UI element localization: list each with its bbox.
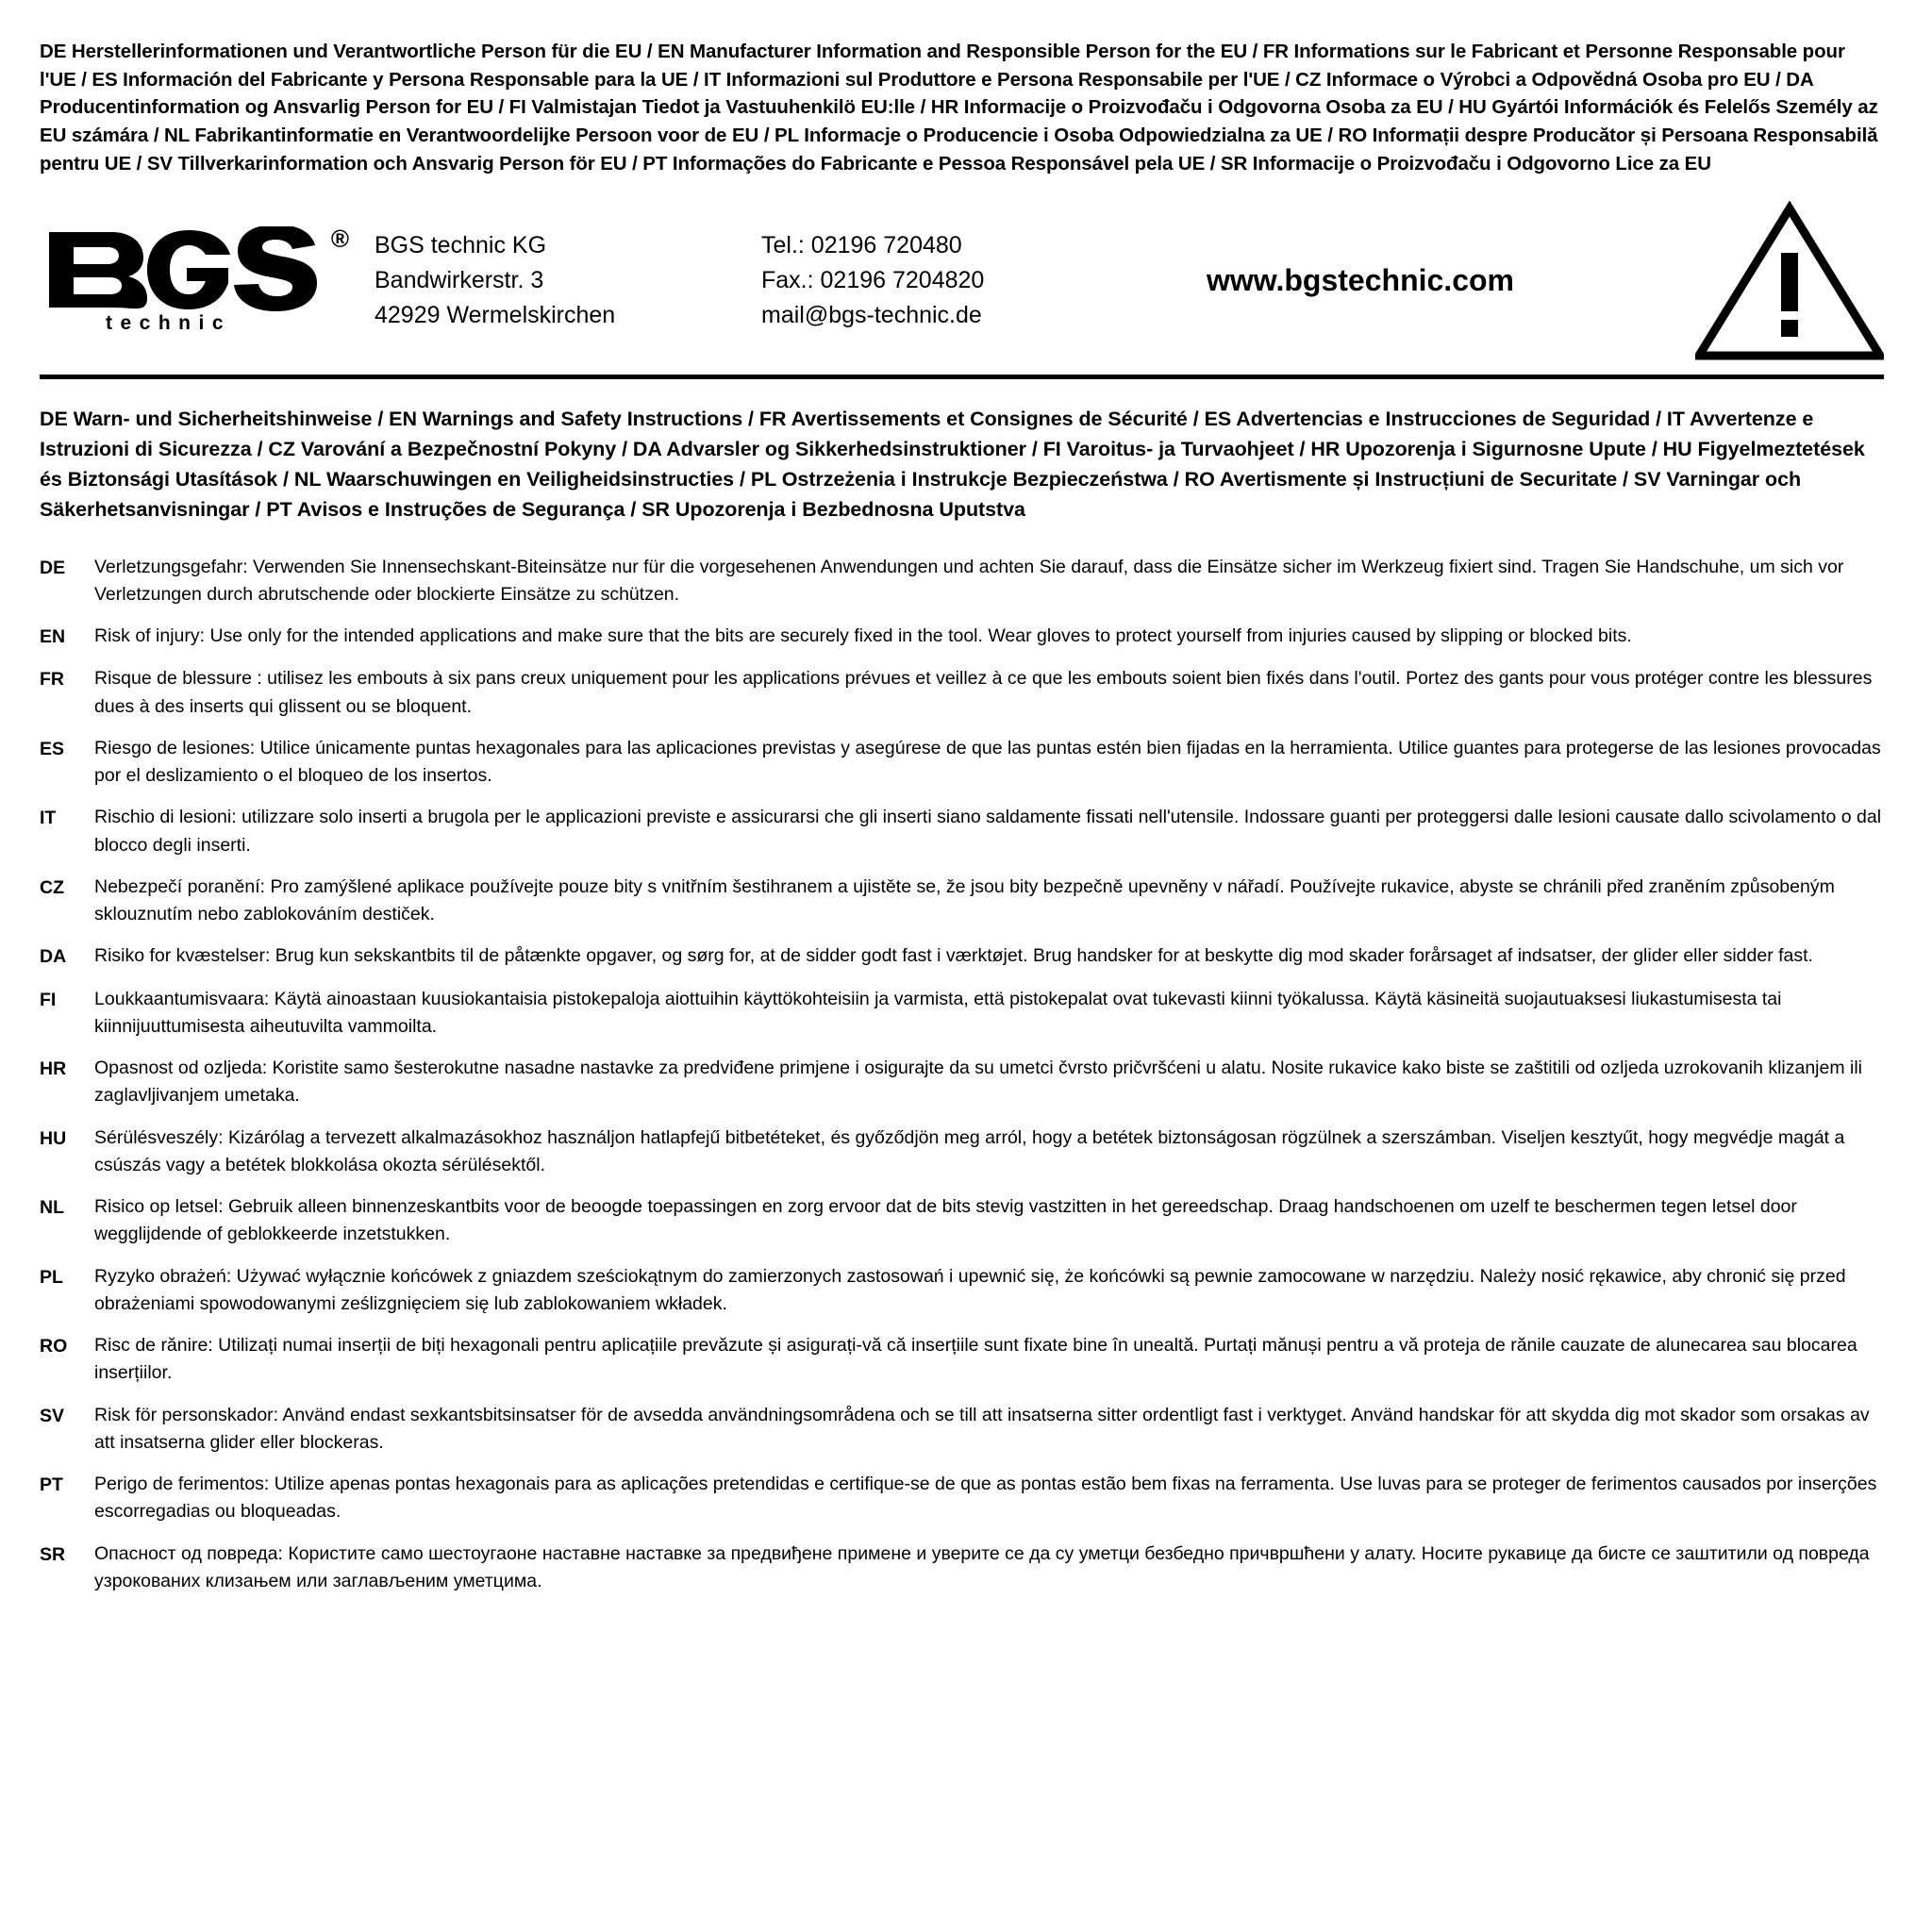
logo-subtitle: technic xyxy=(106,312,232,335)
instruction-text: Sérülésveszély: Kizárólag a tervezett alkalmazásokhoz használjon hatlapfejű bitbetéteket, és győződjön meg arról, hogy a betétek biztonságosan rögzülnek a szerszámban. Viseljen kesztyűt, hogy megvédje magát a csúszás vagy a betétek blokkolása okozta sérülésektől. xyxy=(94,1126,1845,1175)
language-code: PL xyxy=(40,1266,63,1288)
instruction-row-ro xyxy=(40,1332,1884,1388)
instruction-text: Perigo de ferimentos: Utilize apenas pontas hexagonais para as aplicações pretendidas e certifique-se de que as pontas estão bem fixas na ferramenta. Use luvas para se proteger de ferimentos causados por inserções escorregadias ou bloqueadas. xyxy=(94,1474,1877,1523)
instruction-row-fr xyxy=(40,665,1884,721)
instruction-row-sv xyxy=(40,1402,1884,1457)
instruction-row-da xyxy=(40,942,1884,971)
company-name: BGS technic KG xyxy=(375,232,547,259)
bgs-logo xyxy=(40,226,375,335)
language-code: DE xyxy=(40,557,66,578)
company-city: 42929 Wermelskirchen xyxy=(375,302,616,329)
registered-trademark-symbol: ® xyxy=(330,225,349,254)
language-code: DA xyxy=(40,946,67,968)
instruction-text: Risk för personskador: Använd endast sexkantsbitsinsatser för de avsedda användningsområdena och se till att insatserna sitter ordentligt fast i verktyget. Använd handskar för att skydda dig mot skador som orsakas av att insatserna glider eller blockeras. xyxy=(94,1404,1870,1453)
instruction-text: Risico op letsel: Gebruik alleen binnenzeskantbits voor de beoogde toepassingen en zorg ervoor dat de bits stevig vastzitten in het gereedschap. Draag handschoenen om uzelf te beschermen tegen letsel door wegglijdende of geblokkeerde inzetstukken. xyxy=(94,1196,1797,1245)
instruction-text: Riesgo de lesiones: Utilice únicamente puntas hexagonales para las aplicaciones previstas y asegúrese de que las puntas estén bien fijadas en la herramienta. Utilice guantes para protegerse de las lesiones provocadas por el deslizamiento o el bloqueo de los insertos. xyxy=(94,737,1881,787)
instruction-text: Loukkaantumisvaara: Käytä ainoastaan kuusiokantaisia pistokepaloja aiottuihin käyttökohteisiin ja varmista, että pistokepalat ovat tukevasti kiinni työkalussa. Käytä käsineitä suojautuaksesi liukastumisesta tai kiinnijuuttumisesta aiheutuvilta vammoilta. xyxy=(94,988,1782,1037)
instruction-row-it xyxy=(40,804,1884,859)
header-divider xyxy=(40,375,1884,379)
instruction-row-en xyxy=(40,623,1884,651)
warning-triangle-icon xyxy=(1695,201,1884,361)
instruction-row-sr xyxy=(40,1541,1884,1596)
instruction-row-hu xyxy=(40,1124,1884,1180)
language-code: PT xyxy=(40,1474,63,1496)
instruction-text: Risk of injury: Use only for the intended applications and make sure that the bits are securely fixed in the tool. Wear gloves to protect yourself from injuries caused by slipping or blocked bits. xyxy=(94,625,1632,647)
instruction-text: Opasnost od ozljeda: Koristite samo šesterokutne nasadne nastavke za predviđene primjene i osigurajte da su umetci čvrsto pričvršćeni u alatu. Nosite rukavice kako biste se zaštitili od ozljeda uzrokovanih klizanjem ili zaglavljivanjem umetaka. xyxy=(94,1058,1863,1107)
language-code: SR xyxy=(40,1543,66,1565)
instruction-text: Rischio di lesioni: utilizzare solo inserti a brugola per le applicazioni previste e assicurarsi che gli inserti siano saldamente fissati nell'utensile. Indossare guanti per proteggersi dalle lesioni causate dallo scivolamento o dal blocco degli inserti. xyxy=(94,807,1882,856)
instruction-text: Verletzungsgefahr: Verwenden Sie Innensechskant-Biteinsätze nur für die vorgesehenen Anwendungen und achten Sie darauf, dass die Einsätze sicher im Werkzeug fixiert sind. Tragen Sie Handschuhe, um sich vor Verletzungen durch abrutschende oder blockierte Einsätze zu schützen. xyxy=(94,556,1844,605)
company-contact xyxy=(761,228,1073,333)
language-code: EN xyxy=(40,626,66,648)
instruction-row-pl xyxy=(40,1263,1884,1319)
language-code: IT xyxy=(40,808,57,829)
warning-triangle xyxy=(1686,201,1884,361)
language-code: RO xyxy=(40,1336,68,1357)
company-address xyxy=(375,228,761,333)
language-code: CZ xyxy=(40,876,64,898)
instruction-row-hr xyxy=(40,1055,1884,1110)
language-code: HR xyxy=(40,1058,67,1080)
company-website[interactable]: www.bgstechnic.com xyxy=(1207,263,1514,298)
instruction-row-nl xyxy=(40,1193,1884,1249)
instruction-text: Опасност од повреда: Користите само шестоугаоне наставне наставке за предвиђене примене и уверите се да су уметци безбедно причвршћени у алату. Носите рукавице да бисте се заштитили од повреда узрокованих клизањем или заглављеним уметцима. xyxy=(94,1542,1870,1591)
instruction-row-de xyxy=(40,554,1884,609)
company-header-band xyxy=(40,201,1884,361)
instruction-text: Risque de blessure : utilisez les embouts à six pans creux uniquement pour les applications prévues et veillez à ce que les embouts soient bien fixés dans l'outil. Portez des gants pour vous protéger contre les blessures dues à des inserts qui glissent ou se bloquent. xyxy=(94,668,1873,717)
instruction-text: Nebezpečí poranění: Pro zamýšlené aplikace používejte pouze bity s vnitřním šestihranem a ujistěte se, že jsou bity bezpečně upevněny v nářadí. Používejte rukavice, abyste se chránili před zraněním způsobeným sklouznutím nebo zablokováním destiček. xyxy=(94,875,1835,925)
language-code: SV xyxy=(40,1405,65,1426)
safety-instructions-heading: DE Warn- und Sicherheitshinweise / EN Warnings and Safety Instructions / FR Avertissements et Consignes de Sécurité / ES Advertencias e Instrucciones de Seguridad / IT Avvertenze e Istruzioni di Sicurezza / CZ Varování a Bezpečnostní Pokyny / DA Advarsler og Sikkerhedsinstruktioner / FI Varoitus- ja Turvaohjeet / HR Upozorenja i Sigurnosne Upute / HU Figyelmeztetések és Biztonsági Utasítások / NL Waarschuwingen en Veiligheidsinstructies / PL Ostrzeżenia i Instrukcje Bezpieczeństwa / RO Avertismente și Instrucțiuni de Securitate / SV Varningar och Säkerhetsanvisningar / PT Avisos e Instruções de Segurança / SR Upozorenja i Bezbednosna Uputstva xyxy=(40,407,1865,522)
company-telephone: Tel.: 02196 720480 xyxy=(761,232,962,259)
company-fax: Fax.: 02196 7204820 xyxy=(761,267,985,294)
bgs-wordmark-icon xyxy=(45,226,328,313)
instructions-list xyxy=(40,554,1884,1596)
language-code: FR xyxy=(40,669,64,691)
manufacturer-info-heading: DE Herstellerinformationen und Verantwortliche Person für die EU / EN Manufacturer Information and Responsible Person for the EU / FR Informations sur le Fabricant et Personne Responsable pour l'UE / ES Información del Fabricante y Persona Responsable para la UE / IT Informazioni sul Produttore e Persona Responsabile per l'UE / CZ Informace o Výrobci a Odpovědná Osoba pro EU / DA Producentinformation og Ansvarlig Person for EU / FI Valmistajan Tiedot ja Vastuuhenkilö EU:lle / HR Informacije o Proizvođaču i Odgovorna Osoba za EU / HU Gyártói Információk és Felelős Személy az EU számára / NL Fabrikantinformatie en Verantwoordelijke Persoon voor de EU / PL Informacje o Producencie i Osoba Odpowiedzialna za UE / RO Informații despre Producător și Persoana Responsabilă pentru UE / SV Tillverkarinformation och Ansvarig Person för EU / PT Informações do Fabricante e Pessoa Responsável pela UE / SR Informacije o Proizvođaču i Odgovorno Lice za EU xyxy=(40,41,1878,175)
instruction-text: Ryzyko obrażeń: Używać wyłącznie końcówek z gniazdem sześciokątnym do zamierzonych zastosowań i upewnić się, że końcówki są pewnie zamocowane w narzędziu. Należy nosić rękawice, aby chronić się przed obrażeniami spowodowanymi ześlizgnięciem się lub zablokowaniem wkładek. xyxy=(94,1265,1846,1314)
language-code: NL xyxy=(40,1197,64,1219)
instruction-text: Risc de rănire: Utilizați numai inserții de biți hexagonali pentru aplicațiile prevăzute și asigurați-vă că inserțiile sunt fixate bine în unealtă. Purtați mănuși pentru a vă proteja de rănile cauzate de alunecarea sau blocarea inserțiilor. xyxy=(94,1335,1857,1384)
instruction-row-pt xyxy=(40,1471,1884,1526)
language-code: FI xyxy=(40,989,57,1010)
instruction-row-cz xyxy=(40,874,1884,929)
language-code: ES xyxy=(40,738,65,759)
instruction-text: Risiko for kvæstelser: Brug kun sekskantbits til de påtænkte opgaver, og sørg for, at de sidder godt fast i værktøjet. Brug handsker for at beskytte dig mod skader forårsaget af indsatser, der glider eller sidder fast. xyxy=(94,945,1813,967)
instruction-row-es xyxy=(40,735,1884,791)
company-street: Bandwirkerstr. 3 xyxy=(375,267,544,294)
company-email[interactable]: mail@bgs-technic.de xyxy=(761,302,982,329)
instruction-row-fi xyxy=(40,986,1884,1041)
language-code: HU xyxy=(40,1127,67,1149)
